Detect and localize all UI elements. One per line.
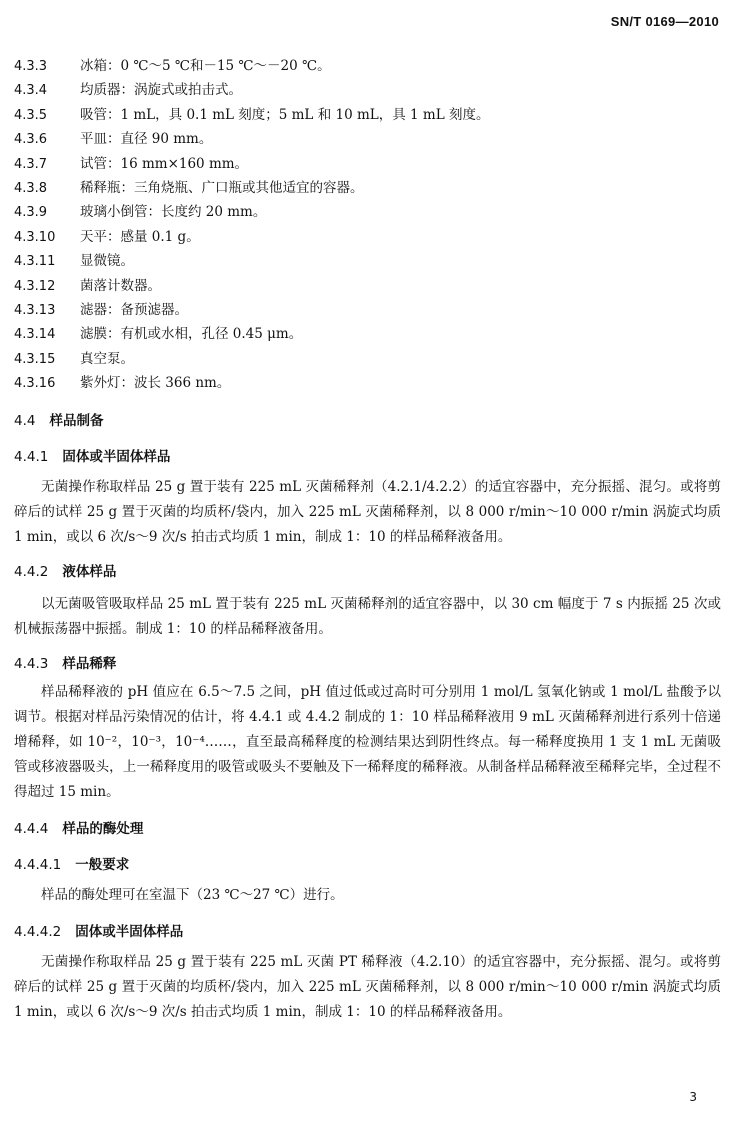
- paragraph: 以无菌吸管吸取样品 25 mL 置于装有 225 mL 灭菌稀释剂的适宜容器中，以 30 cm 幅度于 7 s 内振摇 25 次或机械振荡器中振摇。制成 1：10 的样品稀释液备用。: [14, 596, 721, 638]
- paragraph: 无菌操作称取样品 25 g 置于装有 225 mL 灭菌 PT 稀释液（4.2.10）的适宜容器中，充分振摇、混匀。或将剪碎后的试样 25 g 置于灭菌的均质杯/袋内，加入 225 mL 灭菌稀释剂，以 8 000 r/min～10 000 r/min 涡旋式均质 1 min，或以 6 次/s～9 次/s 拍击式均质 1 min，制成 1：10 的样品稀释液备用。: [14, 954, 721, 1021]
- section-heading: 4.4.4.1 一般要求: [14, 857, 130, 874]
- list-item: 4.3.14 滤膜：有机或水相，孔径 0.45 μm。: [14, 326, 303, 343]
- paragraph: 无菌操作称取样品 25 g 置于装有 225 mL 灭菌稀释剂（4.2.1/4.2.2）的适宜容器中，充分振摇、混匀。或将剪碎后的试样 25 g 置于灭菌的均质杯/袋内，加入 225 mL 灭菌稀释剂，以 8 000 r/min～10 000 r/min 涡旋式均质 1 min，或以 6 次/s～9 次/s 拍击式均质 1 min，制成 1：10 的样品稀释液备用。: [14, 479, 721, 546]
- list-item: 4.3.9 玻璃小倒管：长度约 20 mm。: [14, 204, 267, 221]
- section-heading: 4.4.2 液体样品: [14, 564, 117, 581]
- equipment-list: [14, 54, 721, 395]
- list-item: 4.3.11 显微镜。: [14, 253, 134, 270]
- list-item: 4.3.3 冰箱：0 ℃～5 ℃和－15 ℃～－20 ℃。: [14, 58, 331, 74]
- section-heading: 4.4.1 固体或半固体样品: [14, 449, 171, 466]
- section-heading: 4.4.4 样品的酶处理: [14, 821, 144, 838]
- list-item: 4.3.5 吸管：1 mL，具 0.1 mL 刻度；5 mL 和 10 mL，具 1 mL 刻度。: [14, 106, 490, 123]
- list-item: 4.3.13 滤器：备预滤器。: [14, 301, 188, 318]
- paragraph: 样品的酶处理可在室温下（23 ℃～27 ℃）进行。: [41, 887, 344, 904]
- standard-code: SN/T 0169—2010: [610, 14, 719, 29]
- section-heading: 4.4.4.2 固体或半固体样品: [14, 924, 184, 941]
- list-item: 4.3.7 试管：16 mm×160 mm。: [14, 155, 249, 172]
- section-heading: 4.4 样品制备: [14, 413, 104, 430]
- list-item: 4.3.10 天平：感量 0.1 g。: [14, 228, 200, 245]
- list-item: 4.3.8 稀释瓶：三角烧瓶、广口瓶或其他适宜的容器。: [14, 179, 364, 196]
- page-number: 3: [689, 1090, 697, 1104]
- document-body: [14, 54, 721, 1025]
- list-item: 4.3.6 平皿：直径 90 mm。: [14, 131, 213, 148]
- list-item: 4.3.15 真空泵。: [14, 350, 134, 367]
- paragraph: 样品稀释液的 pH 值应在 6.5～7.5 之间，pH 值过低或过高时可分别用 1 mol/L 氢氧化钠或 1 mol/L 盐酸予以调节。根据对样品污染情况的估计，将 4.4.1 或 4.4.2 制成的 1：10 样品稀释液用 9 mL 灭菌稀释剂进行系列十倍递增稀释，如 10⁻²，10⁻³，10⁻⁴……，直至最高稀释度的检测结果达到阴性终点。每一稀释度换用 1 支 1 mL 无菌吸管或移液器吸头，上一稀释度用的吸管或吸头不要触及下一稀释度的稀释液。从制备样品稀释液至稀释完毕，全过程不得超过 15 min。: [14, 684, 721, 801]
- section-heading: 4.4.3 样品稀释: [14, 656, 117, 673]
- list-item: 4.3.4 均质器：涡旋式或拍击式。: [14, 82, 242, 99]
- list-item: 4.3.12 菌落计数器。: [14, 277, 161, 294]
- list-item: 4.3.16 紫外灯：波长 366 nm。: [14, 375, 231, 392]
